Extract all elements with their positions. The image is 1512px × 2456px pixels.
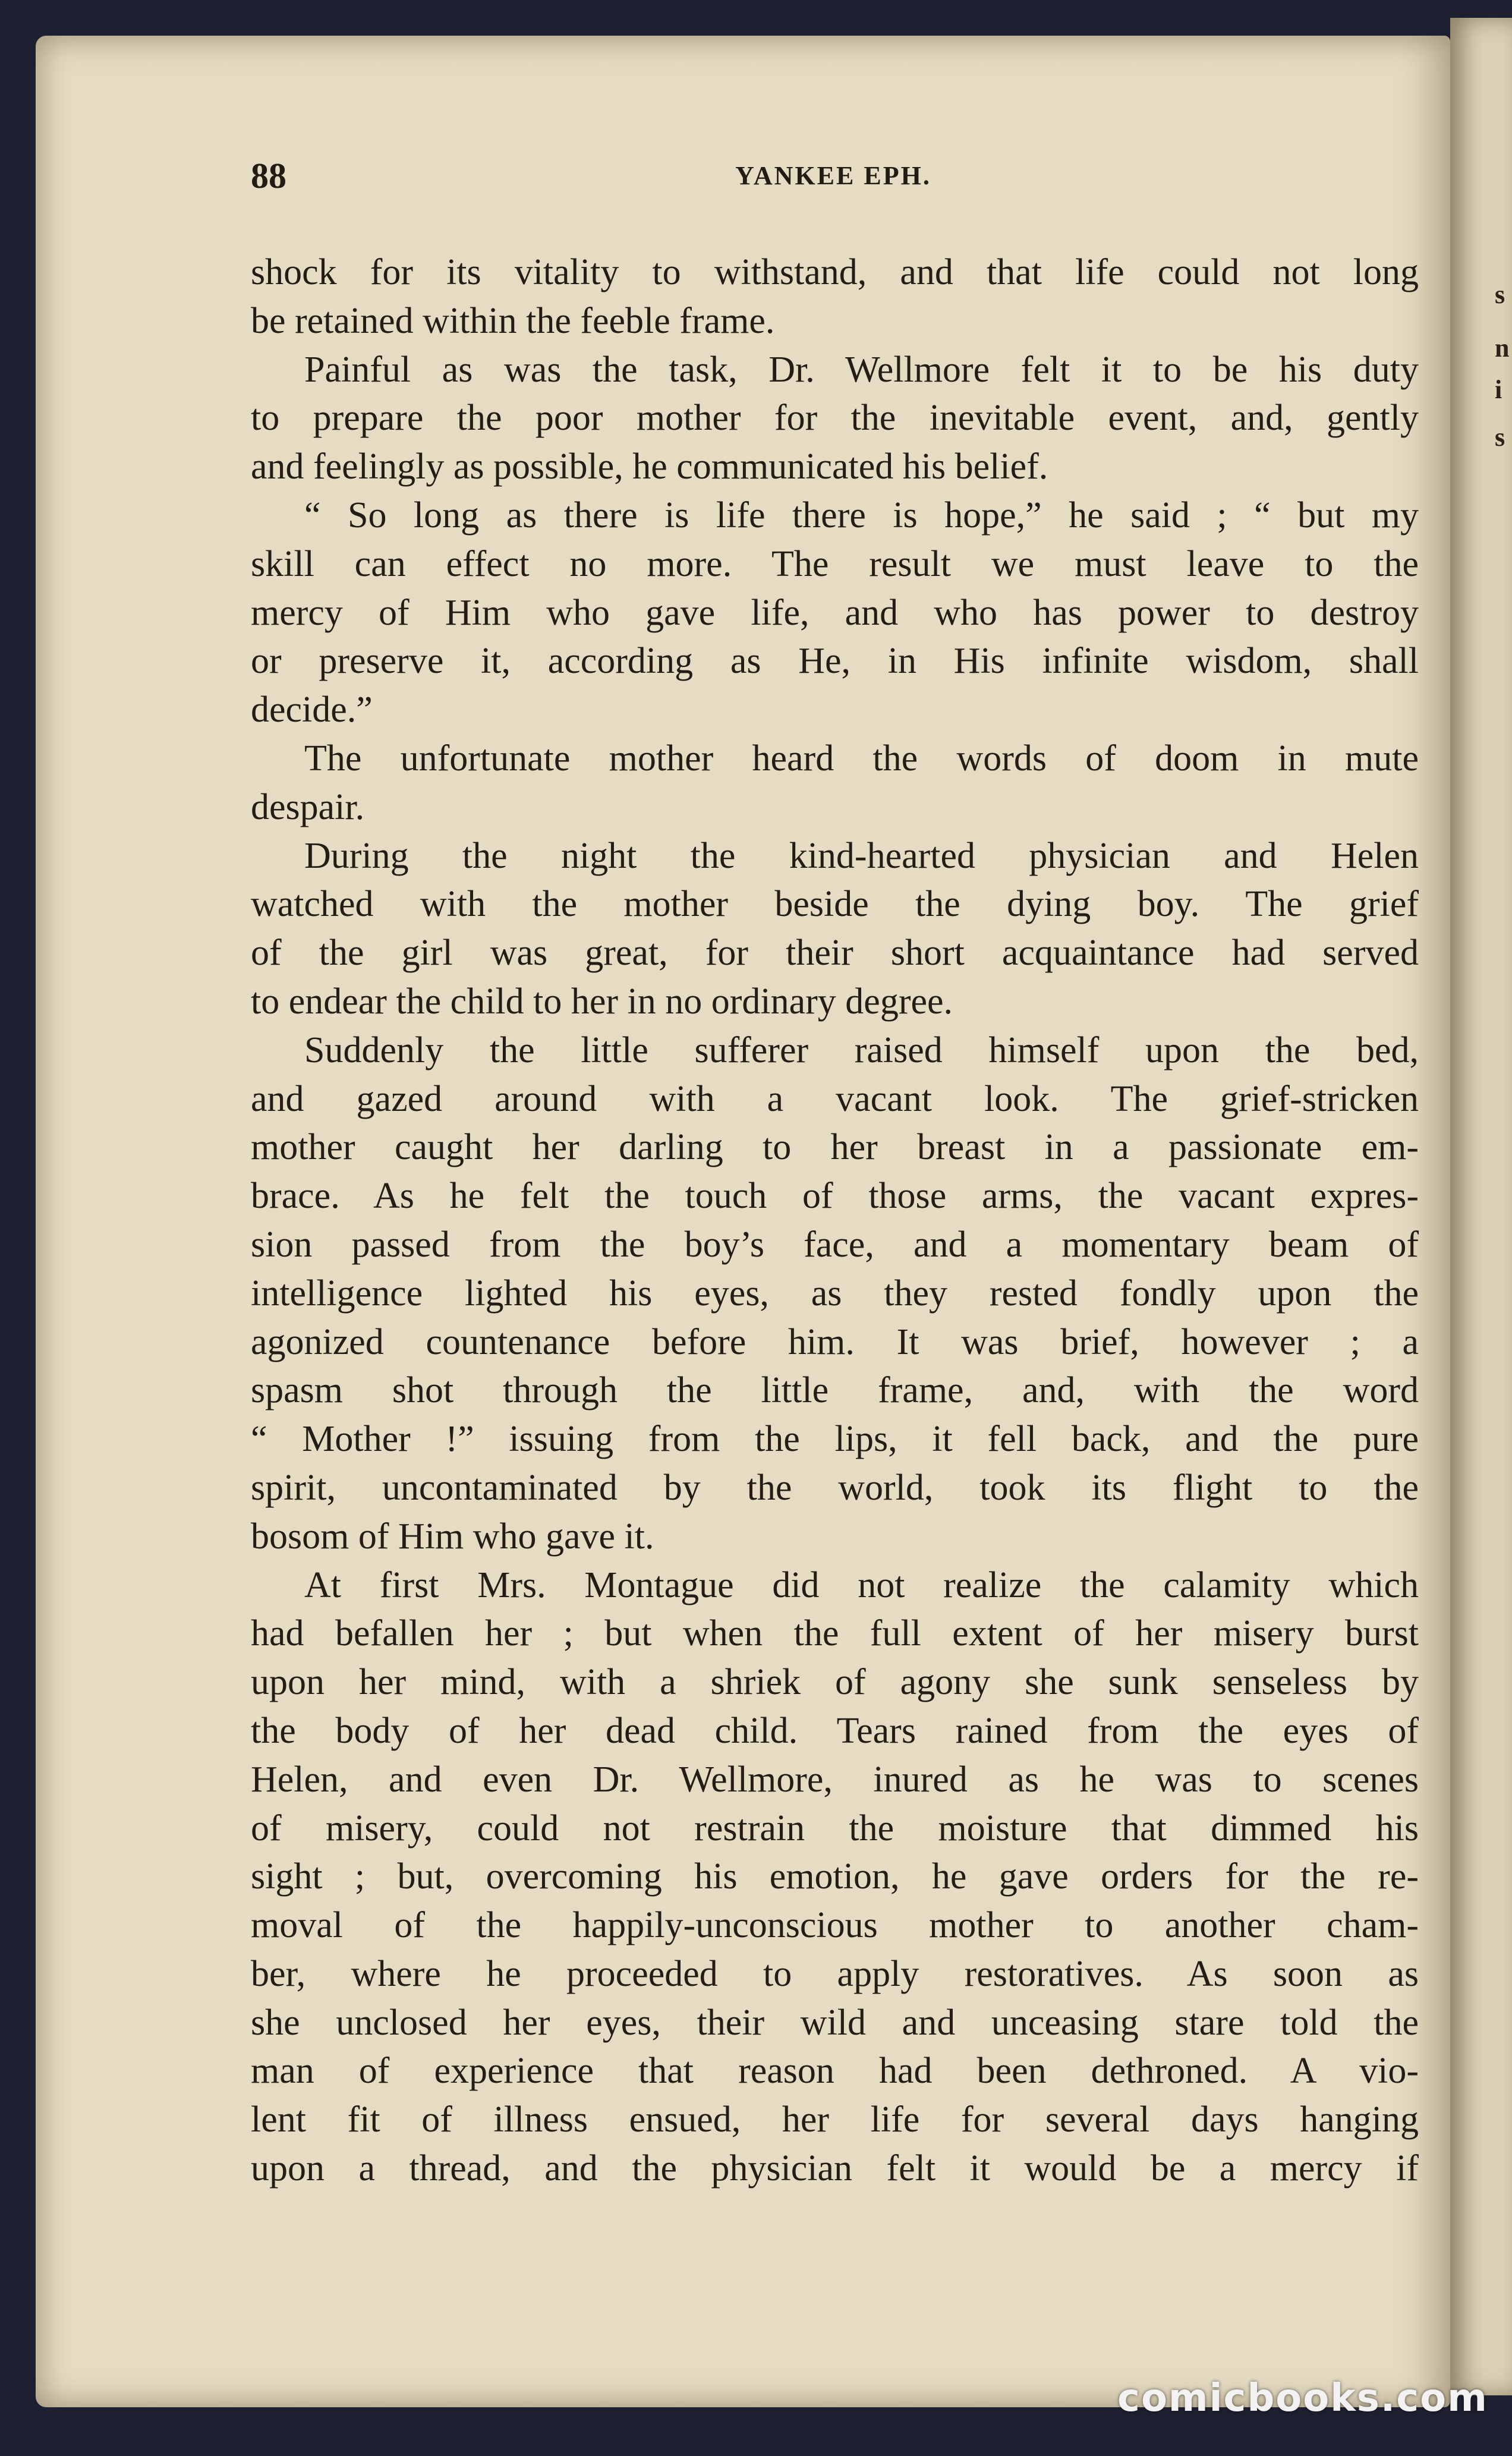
text-line: sight ; but, overcoming his emotion, he gave orders for the re- [251, 1856, 1419, 1897]
text-line: to endear the child to her in no ordinary degree. [251, 981, 953, 1022]
text-line: of misery, could not restrain the moisture that dimmed his [251, 1808, 1419, 1849]
text-line: sion passed from the boy’s face, and a momentary beam of [251, 1224, 1419, 1265]
text-line: be retained within the feeble frame. [251, 300, 775, 341]
adjacent-page-edge [1450, 18, 1512, 2395]
text-line: man of experience that reason had been dethroned. A vio- [251, 2051, 1419, 2092]
text-line: brace. As he felt the touch of those arms, the vacant expres- [251, 1176, 1419, 1217]
text-line: had befallen her ; but when the full extent of her misery burst [251, 1613, 1419, 1654]
text-line: “ So long as there is life there is hope,” he said ; “ but my [304, 495, 1419, 536]
text-line: Painful as was the task, Dr. Wellmore felt it to be his duty [304, 349, 1419, 390]
text-line: mother caught her darling to her breast in a passionate em- [251, 1127, 1419, 1168]
page-number: 88 [251, 156, 286, 196]
text-line: spasm shot through the little frame, and, with the word [251, 1370, 1419, 1411]
text-line: skill can effect no more. The result we must leave to the [251, 543, 1419, 584]
text-line: During the night the kind-hearted physician and Helen [304, 835, 1419, 876]
text-line: ber, where he proceeded to apply restoratives. As soon as [251, 1953, 1419, 1994]
text-line: lent fit of illness ensued, her life for several days hanging [251, 2099, 1419, 2140]
text-line: shock for its vitality to withstand, and that life could not long [251, 252, 1419, 292]
watermark-logo: comicbooks.com [1117, 2376, 1488, 2420]
text-line: watched with the mother beside the dying boy. The grief [251, 884, 1419, 925]
running-head [251, 156, 1416, 203]
text-line: decide.” [251, 689, 373, 730]
text-line: of the girl was great, for their short acquaintance had served [251, 933, 1419, 974]
text-line: intelligence lighted his eyes, as they rested fondly upon the [251, 1273, 1419, 1314]
running-title: YANKEE EPH. [735, 161, 931, 190]
text-line: At first Mrs. Montague did not realize the calamity which [304, 1564, 1419, 1605]
edge-letter: i [1495, 375, 1502, 404]
edge-letter: s [1495, 423, 1505, 452]
text-line: and feelingly as possible, he communicated his belief. [251, 446, 1048, 487]
text-line: bosom of Him who gave it. [251, 1516, 654, 1557]
text-line: mercy of Him who gave life, and who has power to destroy [251, 592, 1419, 633]
text-line: the body of her dead child. Tears rained from the eyes of [251, 1710, 1419, 1751]
text-line: or preserve it, according as He, in His infinite wisdom, shall [251, 641, 1419, 682]
text-line: and gazed around with a vacant look. The grief-stricken [251, 1078, 1419, 1119]
edge-letter: n [1495, 333, 1510, 363]
text-line: “ Mother !” issuing from the lips, it fell back, and the pure [251, 1419, 1419, 1460]
text-line: spirit, uncontaminated by the world, took its flight to the [251, 1467, 1419, 1508]
text-line: agonized countenance before him. It was brief, however ; a [251, 1321, 1419, 1362]
text-line: upon her mind, with a shriek of agony she sunk senseless by [251, 1662, 1419, 1703]
text-line: Helen, and even Dr. Wellmore, inured as he was to scenes [251, 1759, 1419, 1800]
text-line: Suddenly the little sufferer raised himself upon the bed, [304, 1029, 1419, 1070]
text-line: The unfortunate mother heard the words of doom in mute [304, 738, 1419, 779]
text-line: to prepare the poor mother for the inevitable event, and, gently [251, 398, 1419, 439]
edge-letter: s [1495, 280, 1505, 309]
body-text [251, 248, 1419, 2193]
text-line: despair. [251, 786, 365, 827]
text-line: upon a thread, and the physician felt it would be a mercy if [251, 2148, 1419, 2189]
text-line: she unclosed her eyes, their wild and unceasing stare told the [251, 2002, 1419, 2043]
text-line: moval of the happily-unconscious mother to another cham- [251, 1905, 1419, 1946]
